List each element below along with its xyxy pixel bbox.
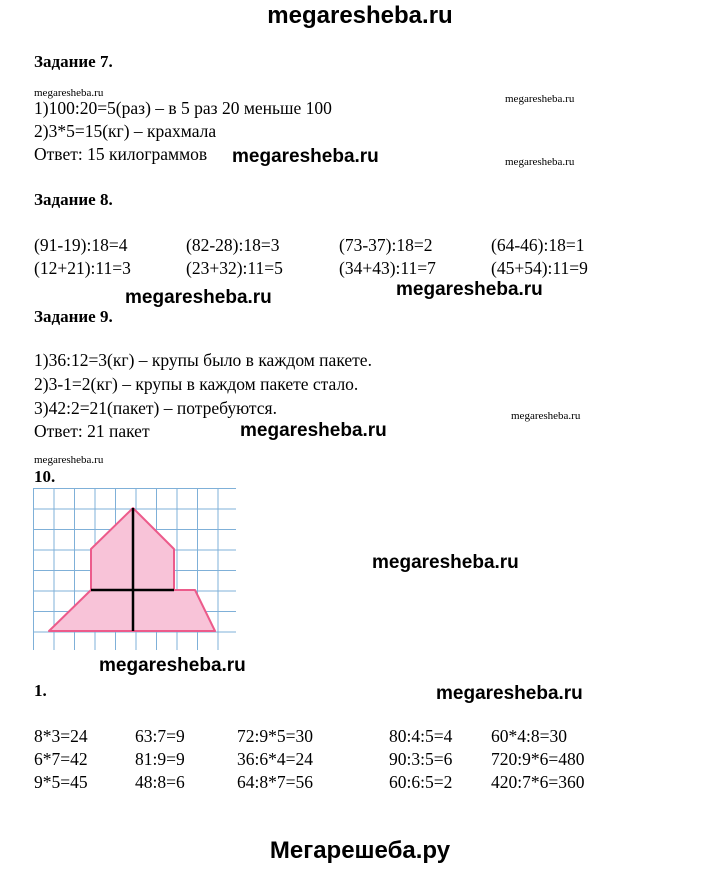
watermark-bottom: Мегарешеба.ру [269,837,451,864]
task1-expr: 81:9=9 [135,749,185,769]
task1-expr: 60:6:5=2 [389,772,453,792]
task1-expr: 64:8*7=56 [237,772,313,792]
task1-expr: 48:8=6 [135,772,185,792]
task9-answer: Ответ: 21 пакет [34,421,150,441]
task1-expr: 420:7*6=360 [491,772,585,792]
task1-expr: 63:7=9 [135,726,185,746]
task1-expr: 6*7=42 [34,749,88,769]
grid-drawing [33,488,236,650]
task1-expr: 36:6*4=24 [237,749,313,769]
watermark-big: megaresheba.ru [436,683,583,704]
task1-expr: 720:9*6=480 [491,749,585,769]
task1-title: 1. [34,681,47,700]
task10-title: 10. [34,467,56,486]
watermark-big: megaresheba.ru [372,552,519,573]
task9-title: Задание 9. [34,307,113,326]
task8-expr: (82-28):18=3 [186,235,280,255]
task8-expr: (73-37):18=2 [339,235,433,255]
task8-title: Задание 8. [34,190,113,209]
task8-expr: (91-19):18=4 [34,235,128,255]
task1-expr: 72:9*5=30 [237,726,313,746]
watermark-big: megaresheba.ru [99,655,246,676]
grid-figure [33,488,236,655]
task9-line: 3)42:2=21(пакет) – потребуются. [34,398,277,418]
watermark-small: megaresheba.ru [505,93,575,105]
task8-expr: (45+54):11=9 [491,258,588,278]
task7-title: Задание 7. [34,52,113,71]
task9-line: 2)3-1=2(кг) – крупы в каждом пакете стало. [34,374,359,394]
watermark-small: megaresheba.ru [511,410,581,422]
watermark-small: megaresheba.ru [34,87,104,99]
watermark-big: megaresheba.ru [232,146,379,167]
task8-expr: (12+21):11=3 [34,258,131,278]
task8-expr: (64-46):18=1 [491,235,585,255]
task7-line: 2)3*5=15(кг) – крахмала [34,121,217,141]
watermark-top: megaresheba.ru [267,2,453,29]
task1-expr: 60*4:8=30 [491,726,567,746]
watermark-big: megaresheba.ru [240,420,387,441]
task1-expr: 90:3:5=6 [389,749,453,769]
watermark-big: megaresheba.ru [125,287,272,308]
task1-expr: 8*3=24 [34,726,88,746]
task1-expr: 80:4:5=4 [389,726,453,746]
task7-line: 1)100:20=5(раз) – в 5 раз 20 меньше 100 [34,98,332,118]
task8-expr: (34+43):11=7 [339,258,436,278]
watermark-big: megaresheba.ru [396,279,543,300]
task1-expr: 9*5=45 [34,772,88,792]
task8-expr: (23+32):11=5 [186,258,283,278]
task7-answer: Ответ: 15 килограммов [34,144,208,164]
watermark-small: megaresheba.ru [34,454,104,466]
watermark-small: megaresheba.ru [505,156,575,168]
task9-line: 1)36:12=3(кг) – крупы было в каждом пакете. [34,350,372,370]
